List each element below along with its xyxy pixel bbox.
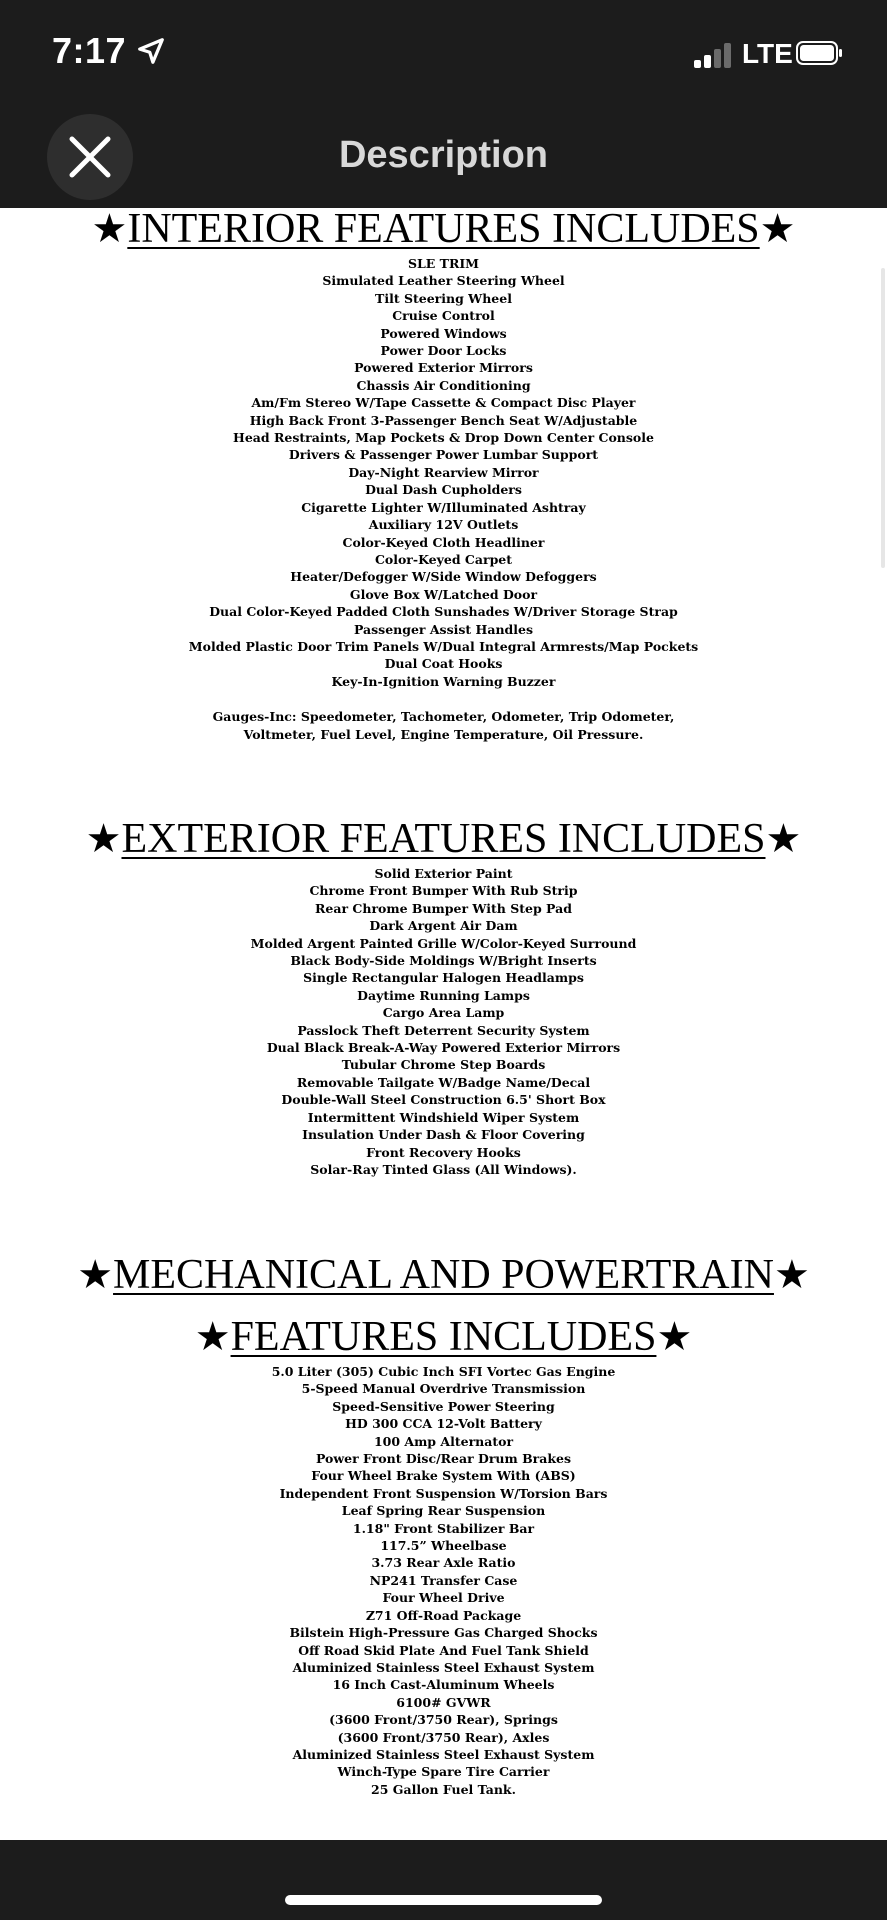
feature-item: Daytime Running Lamps: [357, 987, 530, 1003]
gauges-line: Gauges-Inc: Speedometer, Tachometer, Odometer, Trip Odometer,: [212, 709, 675, 725]
feature-item: Color-Keyed Cloth Headliner: [342, 534, 545, 550]
feature-item: Passenger Assist Handles: [353, 621, 534, 637]
status-bar: [0, 0, 887, 108]
star-icon: ★: [773, 1252, 810, 1298]
feature-item: Auxiliary 12V Outlets: [368, 517, 519, 533]
feature-item: 1.18" Front Stabilizer Bar: [352, 1520, 535, 1536]
mechanical-feature-list: [0, 1363, 887, 1798]
feature-item: Simulated Leather Steering Wheel: [322, 273, 565, 289]
feature-item: Head Restraints, Map Pockets & Drop Down Center Console: [233, 430, 654, 446]
cellular-signal-icon: [694, 40, 736, 68]
navigation-header: [0, 108, 887, 208]
feature-item: Chrome Front Bumper With Rub Strip: [309, 883, 578, 899]
feature-item: NP241 Transfer Case: [369, 1572, 518, 1588]
interior-heading: [0, 208, 887, 250]
status-time: 7:17: [52, 30, 127, 71]
feature-item: (3600 Front/3750 Rear), Springs: [329, 1712, 558, 1728]
feature-item: High Back Front 3-Passenger Bench Seat W/Adjustable: [249, 412, 638, 428]
mechanical-heading-text: MECHANICAL AND POWERTRAIN: [113, 1252, 774, 1298]
feature-item: Dual Coat Hooks: [384, 656, 503, 672]
feature-item: Dual Black Break-A-Way Powered Exterior Mirrors: [266, 1040, 621, 1056]
feature-item: Aluminized Stainless Steel Exhaust System: [292, 1659, 595, 1675]
feature-item: 117.5” Wheelbase: [380, 1538, 507, 1554]
description-content[interactable]: [0, 208, 887, 1840]
feature-item: Solid Exterior Paint: [374, 866, 513, 881]
home-indicator[interactable]: [285, 1895, 602, 1905]
feature-item: Drivers & Passenger Power Lumbar Support: [288, 447, 599, 463]
feature-item: Cruise Control: [392, 308, 495, 324]
exterior-heading: [0, 818, 887, 860]
feature-item: Power Front Disc/Rear Drum Brakes: [315, 1451, 572, 1467]
feature-item: 5.0 Liter (305) Cubic Inch SFI Vortec Gas Engine: [271, 1364, 616, 1379]
feature-item: Z71 Off-Road Package: [365, 1607, 522, 1623]
feature-item: 3.73 Rear Axle Ratio: [371, 1555, 516, 1571]
exterior-heading-text: EXTERIOR FEATURES INCLUDES: [121, 816, 766, 862]
feature-item: Dark Argent Air Dam: [369, 918, 518, 934]
feature-item: Black Body-Side Moldings W/Bright Inserts: [290, 953, 597, 969]
mechanical-heading-text-2: FEATURES INCLUDES: [230, 1314, 657, 1360]
feature-item: Bilstein High-Pressure Gas Charged Shocks: [289, 1625, 598, 1641]
feature-item: Powered Windows: [380, 325, 507, 341]
feature-item: Leaf Spring Rear Suspension: [341, 1503, 546, 1519]
feature-item: Single Rectangular Halogen Headlamps: [303, 970, 584, 986]
network-type: LTE: [742, 38, 793, 69]
feature-item: Heater/Defogger W/Side Window Defoggers: [290, 569, 597, 585]
feature-item: Double-Wall Steel Construction 6.5' Short Box: [281, 1092, 606, 1108]
mechanical-heading: [0, 1254, 887, 1296]
feature-item: Color-Keyed Carpet: [374, 551, 513, 567]
feature-item: Four Wheel Brake System With (ABS): [311, 1468, 576, 1484]
feature-item: Molded Argent Painted Grille W/Color-Keyed Surround: [250, 935, 637, 951]
star-icon: ★: [765, 816, 802, 862]
feature-item: Solar-Ray Tinted Glass (All Windows).: [310, 1161, 577, 1177]
exterior-section: [0, 818, 887, 1178]
feature-item: Rear Chrome Bumper With Step Pad: [315, 900, 572, 916]
mechanical-section: [0, 1254, 887, 1798]
star-icon: ★: [77, 1252, 114, 1298]
feature-item: Removable Tailgate W/Badge Name/Decal: [296, 1074, 591, 1090]
feature-item: Cigarette Lighter W/Illuminated Ashtray: [301, 499, 586, 515]
feature-item: Cargo Area Lamp: [382, 1005, 505, 1021]
battery-icon: [796, 41, 842, 65]
interior-section: [0, 208, 887, 743]
gauges-text: [0, 708, 887, 743]
feature-item: 100 Amp Alternator: [373, 1433, 514, 1449]
star-icon: ★: [759, 208, 796, 252]
feature-item: Aluminized Stainless Steel Exhaust System: [292, 1746, 595, 1762]
gauges-line: Voltmeter, Fuel Level, Engine Temperature, Oil Pressure.: [243, 726, 644, 742]
star-icon: ★: [91, 208, 128, 252]
feature-item: Tilt Steering Wheel: [375, 290, 512, 306]
feature-item: Molded Plastic Door Trim Panels W/Dual Integral Armrests/Map Pockets: [188, 638, 699, 654]
feature-item: Four Wheel Drive: [382, 1590, 505, 1606]
feature-item: Key-In-Ignition Warning Buzzer: [331, 673, 556, 689]
mechanical-heading-2: [0, 1316, 887, 1358]
feature-item: SLE TRIM: [407, 256, 480, 271]
feature-item: Dual Color-Keyed Padded Cloth Sunshades W/Driver Storage Strap: [209, 604, 678, 620]
location-arrow-icon: [136, 36, 166, 66]
feature-item: Dual Dash Cupholders: [365, 482, 522, 498]
feature-item: HD 300 CCA 12-Volt Battery: [345, 1416, 542, 1432]
feature-item: Glove Box W/Latched Door: [349, 586, 538, 602]
feature-item: Am/Fm Stereo W/Tape Cassette & Compact Disc Player: [251, 395, 636, 411]
feature-item: Off Road Skid Plate And Fuel Tank Shield: [298, 1642, 589, 1658]
feature-item: (3600 Front/3750 Rear), Axles: [337, 1729, 550, 1745]
feature-item: Tubular Chrome Step Boards: [341, 1057, 546, 1073]
feature-item: 5-Speed Manual Overdrive Transmission: [301, 1381, 586, 1397]
feature-item: Insulation Under Dash & Floor Covering: [302, 1127, 585, 1143]
interior-heading-text: INTERIOR FEATURES INCLUDES: [127, 208, 760, 252]
feature-item: Day-Night Rearview Mirror: [348, 464, 539, 480]
feature-item: Powered Exterior Mirrors: [354, 360, 533, 376]
feature-item: Passlock Theft Deterrent Security System: [297, 1022, 590, 1038]
feature-item: Power Door Locks: [380, 343, 507, 359]
feature-item: Front Recovery Hooks: [366, 1144, 521, 1160]
star-icon: ★: [194, 1314, 231, 1360]
feature-item: 16 Inch Cast-Aluminum Wheels: [332, 1677, 555, 1693]
star-icon: ★: [85, 816, 122, 862]
feature-item: Winch-Type Spare Tire Carrier: [337, 1764, 550, 1780]
feature-item: 6100# GVWR: [396, 1694, 491, 1710]
feature-item: Chassis Air Conditioning: [356, 377, 531, 393]
star-icon: ★: [656, 1314, 693, 1360]
page-title: Description: [338, 134, 549, 176]
exterior-feature-list: [0, 865, 887, 1178]
feature-item: Intermittent Windshield Wiper System: [307, 1109, 580, 1125]
interior-feature-list: [0, 255, 887, 690]
feature-item: Speed-Sensitive Power Steering: [332, 1398, 555, 1414]
feature-item: Independent Front Suspension W/Torsion Bars: [279, 1485, 608, 1501]
feature-item: 25 Gallon Fuel Tank.: [371, 1781, 516, 1797]
bottom-bar: [0, 1840, 887, 1920]
